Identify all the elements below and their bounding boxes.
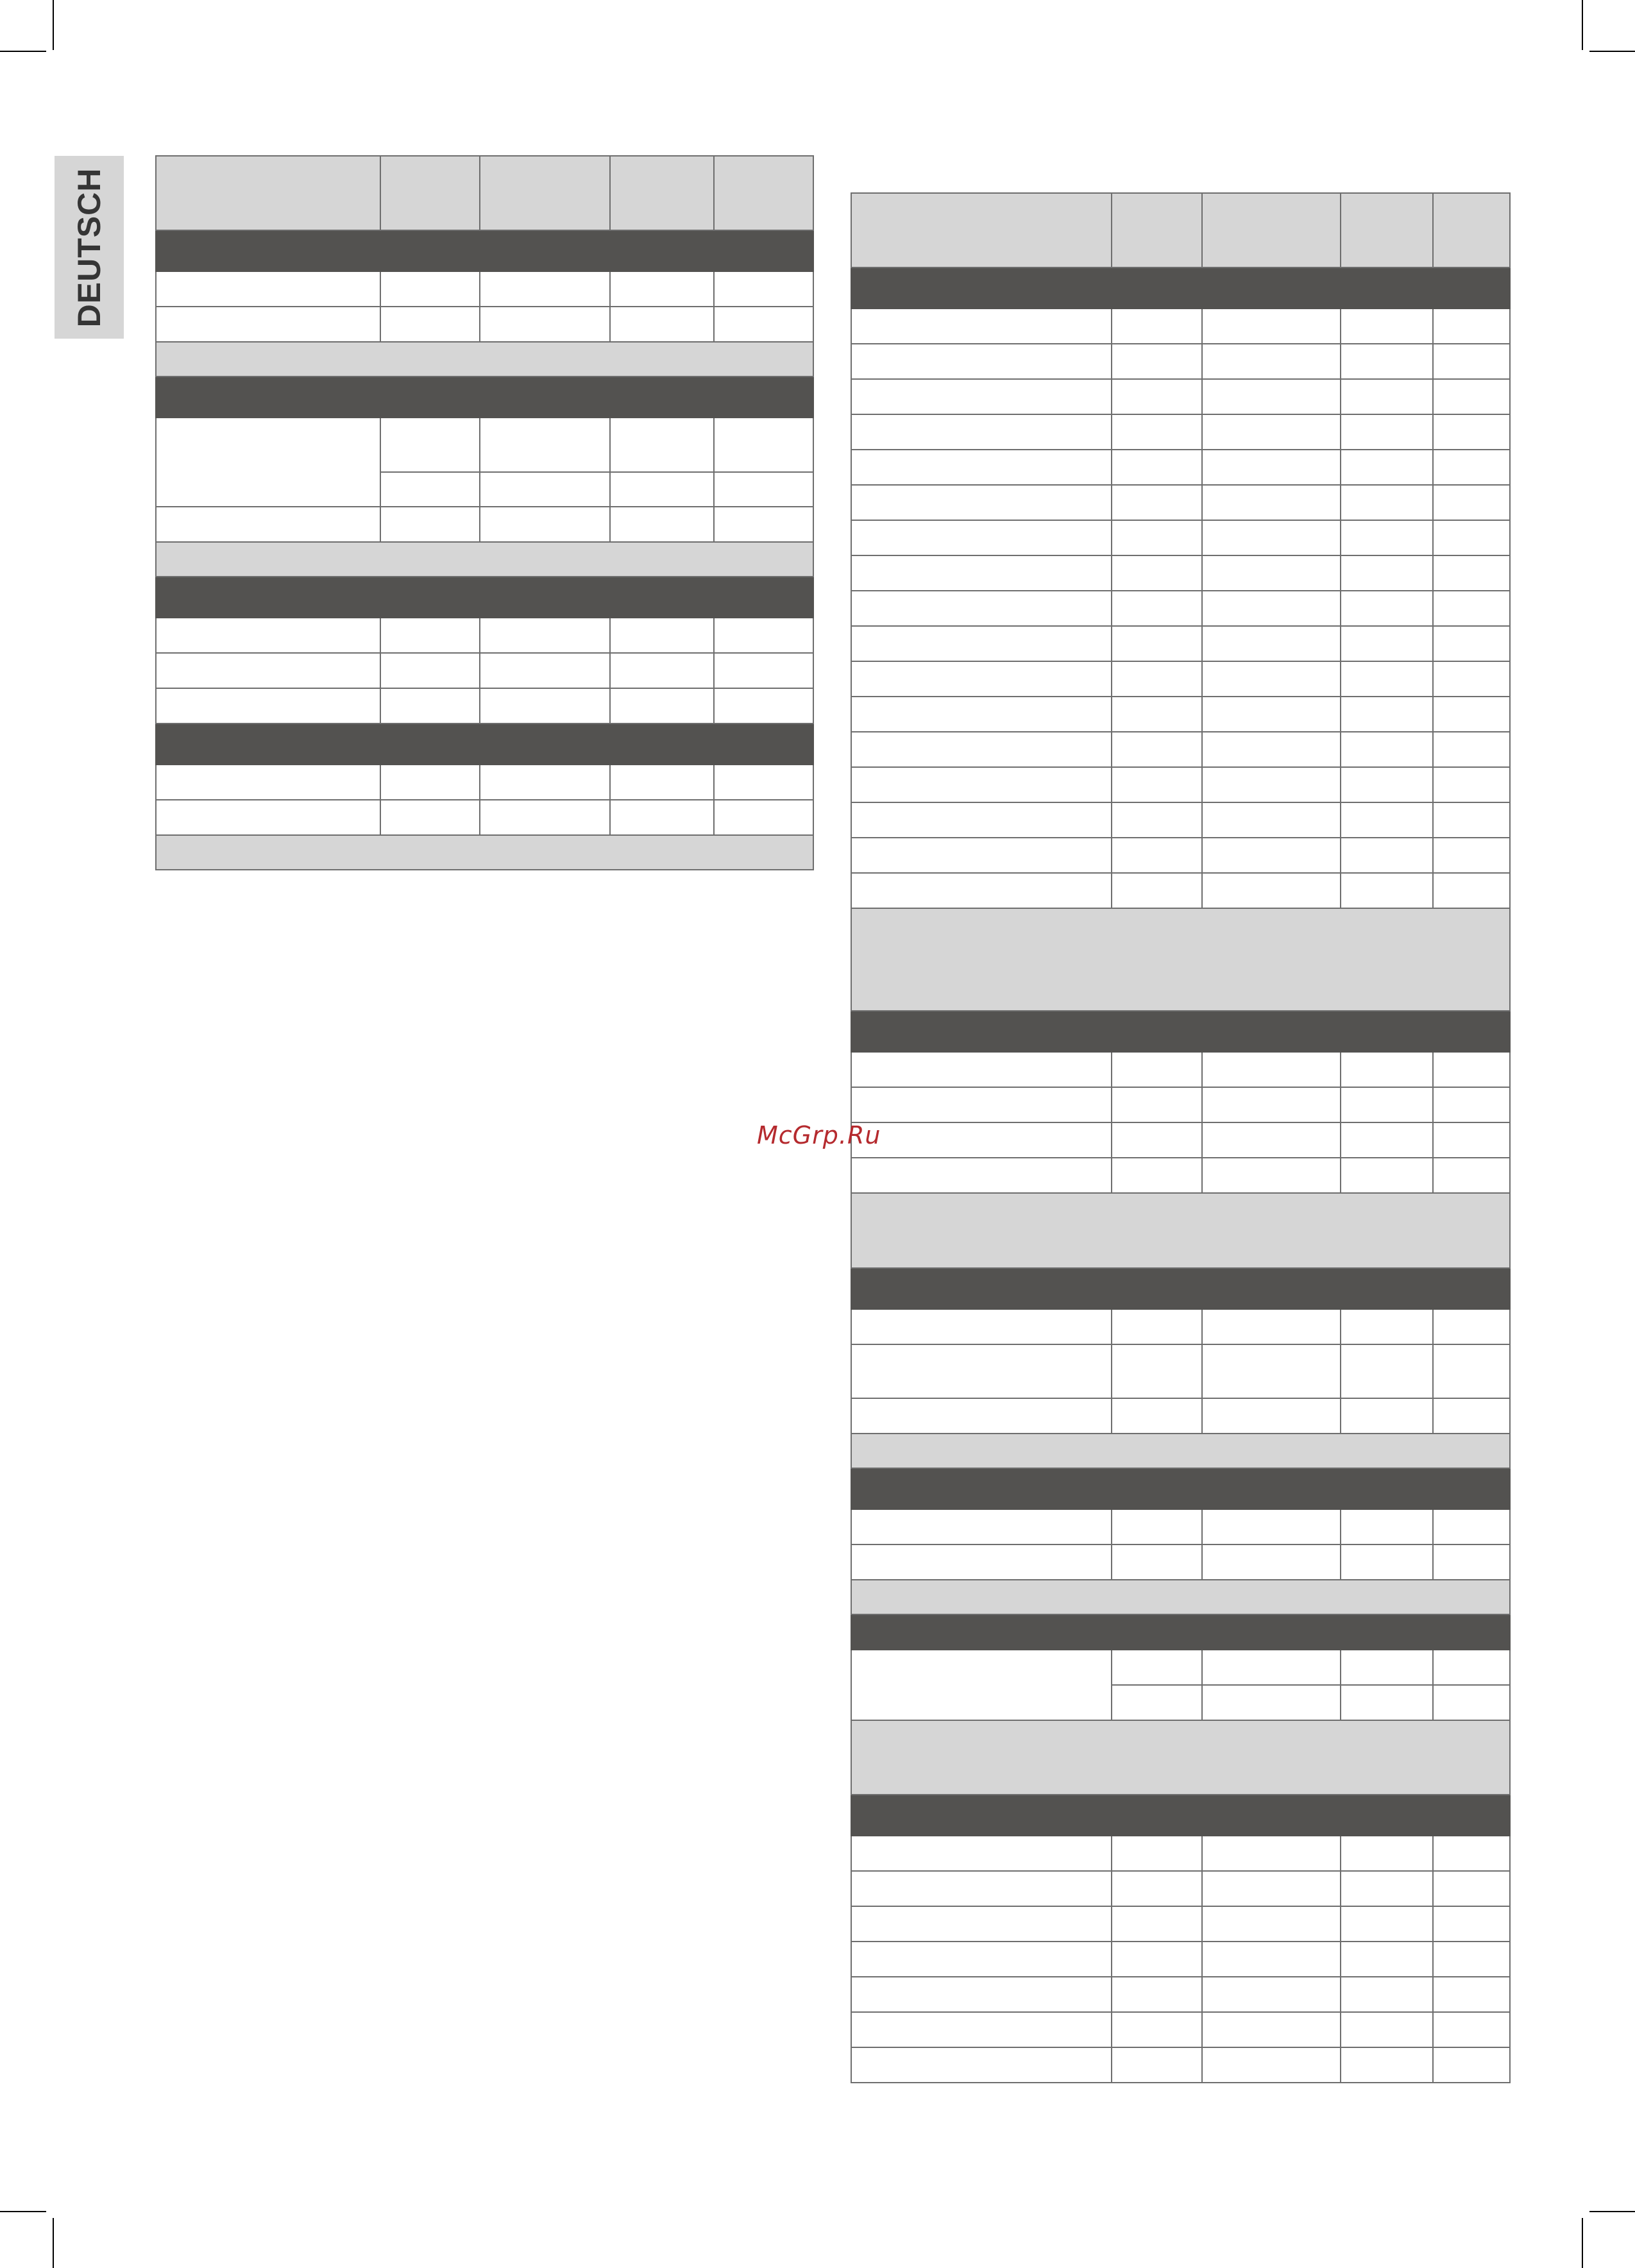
crop-mark [53, 0, 54, 50]
table-row [851, 626, 1510, 661]
table-row [851, 1087, 1510, 1122]
section-row [851, 1468, 1510, 1509]
table-row [851, 379, 1510, 414]
table-row [851, 2047, 1510, 2083]
table-row [156, 688, 813, 724]
section-row [156, 230, 813, 271]
crop-mark [1589, 51, 1635, 52]
table-row [851, 414, 1510, 450]
table-row [156, 271, 813, 307]
table-header-row [156, 156, 813, 230]
section-row [851, 1614, 1510, 1650]
table-row [851, 520, 1510, 555]
crop-mark [53, 2218, 54, 2268]
table-row [851, 344, 1510, 379]
table-row [851, 1052, 1510, 1087]
table-row [851, 2012, 1510, 2047]
crop-mark [1589, 2211, 1635, 2212]
table-row [851, 697, 1510, 732]
table-row [851, 1977, 1510, 2012]
table-row [156, 653, 813, 688]
table-row [851, 1906, 1510, 1942]
note-row [851, 908, 1510, 1011]
section-row [156, 577, 813, 618]
table-row [851, 1309, 1510, 1344]
table-row [851, 555, 1510, 591]
table-row [851, 838, 1510, 873]
language-tab [55, 156, 124, 339]
language-label: DEUTSCH [71, 167, 107, 327]
table-row [851, 873, 1510, 908]
table-row [851, 1942, 1510, 1977]
section-row [156, 724, 813, 765]
table-row [851, 661, 1510, 697]
table-row [156, 765, 813, 800]
crop-mark [1582, 0, 1583, 50]
table-row [851, 1836, 1510, 1871]
table-row [851, 1122, 1510, 1158]
table-row [156, 618, 813, 653]
table-row [851, 732, 1510, 767]
table-row [851, 591, 1510, 626]
table-row [851, 802, 1510, 838]
crop-mark [0, 2211, 46, 2212]
section-row [851, 1268, 1510, 1309]
section-row [851, 1795, 1510, 1836]
note-row [851, 1434, 1510, 1468]
section-row [851, 1011, 1510, 1052]
note-row [156, 835, 813, 870]
table-row [851, 1509, 1510, 1544]
table-row [851, 1544, 1510, 1580]
left-table [155, 155, 814, 870]
table-row [156, 507, 813, 542]
table-row [851, 767, 1510, 802]
table-row [851, 450, 1510, 485]
note-row [156, 542, 813, 577]
table-row [851, 1398, 1510, 1434]
table-row [851, 1158, 1510, 1193]
watermark-text: McGrp.Ru [757, 1121, 881, 1149]
crop-mark [1582, 2218, 1583, 2268]
table-row [851, 1344, 1510, 1398]
table-row [156, 800, 813, 835]
crop-mark [0, 51, 46, 52]
note-row [851, 1193, 1510, 1268]
right-table [851, 192, 1511, 2083]
note-row [156, 342, 813, 377]
table-header-row [851, 193, 1510, 267]
section-row [851, 267, 1510, 309]
table-row [156, 307, 813, 342]
note-row [851, 1580, 1510, 1614]
table-row [851, 485, 1510, 520]
table-row [851, 1650, 1510, 1685]
table-row [851, 309, 1510, 344]
note-row [851, 1720, 1510, 1795]
table-row [156, 418, 813, 472]
section-row [156, 377, 813, 418]
table-row [851, 1871, 1510, 1906]
